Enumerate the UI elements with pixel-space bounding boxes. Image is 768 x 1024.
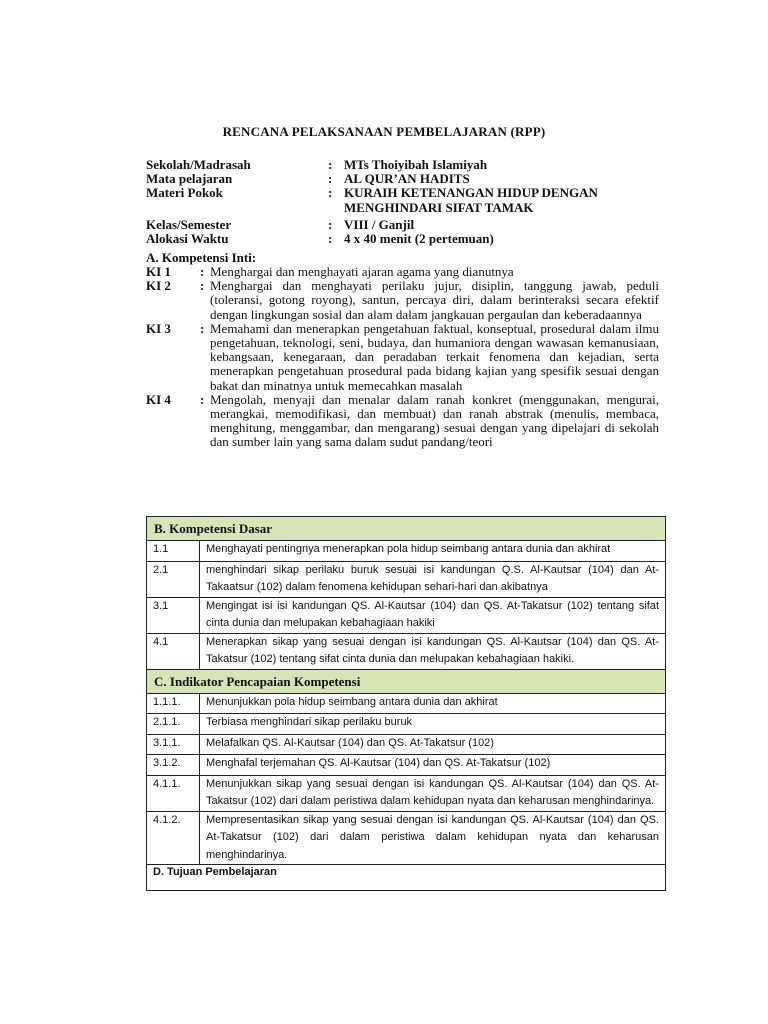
info-label: Alokasi Waktu bbox=[146, 231, 229, 247]
info-value: VIII / Ganjil bbox=[344, 216, 415, 232]
kd-number: 1.1 bbox=[147, 541, 200, 562]
info-colon: : bbox=[328, 185, 333, 201]
indicator-number: 3.1.2. bbox=[147, 755, 200, 776]
info-label: Materi Pokok bbox=[146, 185, 223, 201]
indicator-text: Terbiasa menghindari sikap perilaku buruk bbox=[200, 714, 666, 735]
ki-text: Mengolah, menyaji dan menalar dalam ranah konkret (menggunakan, mengurai, merangkai, memodifikasi, dan membuat) dan ranah abstrak (menulis, membaca, menghitung, menggambar, dan mengarang) sesuai dengan yang dipelajari di sekolah dan sumber lain yang sama dalam sudut pandang/teori bbox=[210, 391, 659, 450]
info-row-class bbox=[146, 218, 666, 232]
kd-text: Mengingat isi isi kandungan QS. Al-Kautsar (104) dan QS. At-Takatsur (102) tentang sifat cinta dunia dan melupakan kebahagiaan hakiki bbox=[200, 597, 666, 633]
kd-number: 2.1 bbox=[147, 561, 200, 597]
table-row bbox=[147, 597, 666, 633]
ki-code: KI 2 bbox=[146, 278, 171, 294]
indicator-number: 2.1.1. bbox=[147, 714, 200, 735]
indicator-number: 3.1.1. bbox=[147, 734, 200, 755]
section-c-header: C. Indikator Pencapaian Kompetensi bbox=[147, 669, 666, 693]
section-a-title: A. Kompetensi Inti: bbox=[146, 250, 257, 265]
info-colon: : bbox=[328, 171, 333, 187]
kd-text: Menghayati pentingnya menerapkan pola hidup seimbang antara dunia dan akhirat bbox=[200, 541, 666, 562]
indicator-text: Melafalkan QS. Al-Kautsar (104) dan QS. At-Takatsur (102) bbox=[200, 734, 666, 755]
ki-text: Memahami dan menerapkan pengetahuan faktual, konseptual, prosedural dalam ilmu pengetahuan, teknologi, seni, budaya, dan humaniora dengan wawasan kemanusiaan, kebangsaan, kenegaraan, dan peradaban terkait fenomena dan kejadian, serta menerapkan pengetahuan prosedural pada bidang kajian yang spesifik sesuai dengan bakat dan minatnya untuk memecahkan masalah bbox=[210, 320, 659, 393]
info-row-material bbox=[146, 186, 666, 200]
info-label: Mata pelajaran bbox=[146, 171, 233, 187]
identity-block bbox=[146, 158, 666, 246]
ki-item bbox=[146, 279, 659, 322]
indicator-text: Mempresentasikan sikap yang sesuai dengan isi kandungan QS. Al-Kautsar (104) dan QS. At-Takatsur (102) dari dalam peristiwa dalam kehidupan nyata dan keharusan menghindarinya. bbox=[200, 811, 666, 865]
info-value: AL QUR’AN HADITS bbox=[344, 171, 470, 187]
competency-table bbox=[146, 516, 665, 891]
indicator-text: Menghafal terjemahan QS. Al-Kautsar (104) dan QS. At-Takatsur (102) bbox=[200, 755, 666, 776]
table-row bbox=[147, 755, 666, 776]
ki-item bbox=[146, 265, 659, 279]
table-row bbox=[147, 811, 666, 865]
ki-colon: : bbox=[200, 320, 205, 336]
info-value: 4 x 40 menit (2 pertemuan) bbox=[344, 231, 494, 247]
indicator-number: 4.1.2. bbox=[147, 811, 200, 865]
info-label: Kelas/Semester bbox=[146, 216, 232, 232]
info-row-material-cont bbox=[146, 201, 666, 215]
ki-code: KI 4 bbox=[146, 391, 171, 407]
table-row bbox=[147, 775, 666, 811]
ki-code: KI 1 bbox=[146, 264, 171, 279]
kd-text: Menerapkan sikap yang sesuai dengan isi kandungan QS. Al-Kautsar (104) dan QS. At-Takatsur (102) tentang sifat cinta dunia dan melupakan kebahagiaan hakiki. bbox=[200, 633, 666, 669]
info-colon: : bbox=[328, 157, 333, 172]
table-row bbox=[147, 734, 666, 755]
ki-text: Menghargai dan menghayati perilaku jujur, disiplin, tanggung jawab, peduli (toleransi, gotong royong), santun, percaya diri, dalam berinteraksi secara efektif dengan lingkungan sosial dan alam dalam jangkauan pergaulan dan keberadaannya bbox=[210, 278, 659, 322]
indicator-number: 4.1.1. bbox=[147, 775, 200, 811]
ki-colon: : bbox=[200, 264, 205, 279]
info-value: MENGHINDARI SIFAT TAMAK bbox=[344, 199, 534, 215]
info-row-time bbox=[146, 232, 666, 246]
info-value: KURAIH KETENANGAN HIDUP DENGAN bbox=[344, 185, 598, 201]
info-label bbox=[146, 201, 328, 215]
ki-item bbox=[146, 322, 659, 393]
table-row bbox=[147, 541, 666, 562]
info-label: Sekolah/Madrasah bbox=[146, 157, 251, 172]
info-colon: : bbox=[328, 231, 333, 247]
section-d-header: D. Tujuan Pembelajaran bbox=[147, 865, 666, 891]
info-row-school bbox=[146, 158, 666, 172]
info-row-subject bbox=[146, 172, 666, 186]
ki-colon: : bbox=[200, 391, 205, 407]
table-row bbox=[147, 714, 666, 735]
indicator-text: Menunjukkan sikap yang sesuai dengan isi kandungan QS. Al-Kautsar (104) dan QS. At-Takatsur (102) dari dalam peristiwa dalam kehidupan nyata dan keharusan menghindarinya. bbox=[200, 775, 666, 811]
section-b-header: B. Kompetensi Dasar bbox=[147, 517, 666, 541]
info-colon: : bbox=[328, 216, 333, 232]
table-row bbox=[147, 633, 666, 669]
ki-text: Menghargai dan menghayati ajaran agama yang dianutnya bbox=[210, 264, 514, 279]
indicator-number: 1.1.1. bbox=[147, 693, 200, 714]
ki-code: KI 3 bbox=[146, 320, 171, 336]
page-title: RENCANA PELAKSANAAN PEMBELAJARAN (RPP) bbox=[222, 124, 546, 139]
info-colon bbox=[328, 201, 344, 215]
kompetensi-inti-section bbox=[146, 251, 659, 450]
kd-text: menghindari sikap perilaku buruk sesuai isi kandungan Q.S. Al-Kautsar (104) dan At-Takaatsur (102) dalam fenomena kehidupan sehari-hari dan akibatnya bbox=[200, 561, 666, 597]
info-value: MTs Thoiyibah Islamiyah bbox=[344, 157, 488, 172]
ki-item bbox=[146, 393, 659, 450]
indicator-text: Menunjukkan pola hidup seimbang antara dunia dan akhirat bbox=[200, 693, 666, 714]
kd-number: 3.1 bbox=[147, 597, 200, 633]
table-row bbox=[147, 561, 666, 597]
kd-number: 4.1 bbox=[147, 633, 200, 669]
table-row bbox=[147, 693, 666, 714]
ki-colon: : bbox=[200, 278, 205, 294]
